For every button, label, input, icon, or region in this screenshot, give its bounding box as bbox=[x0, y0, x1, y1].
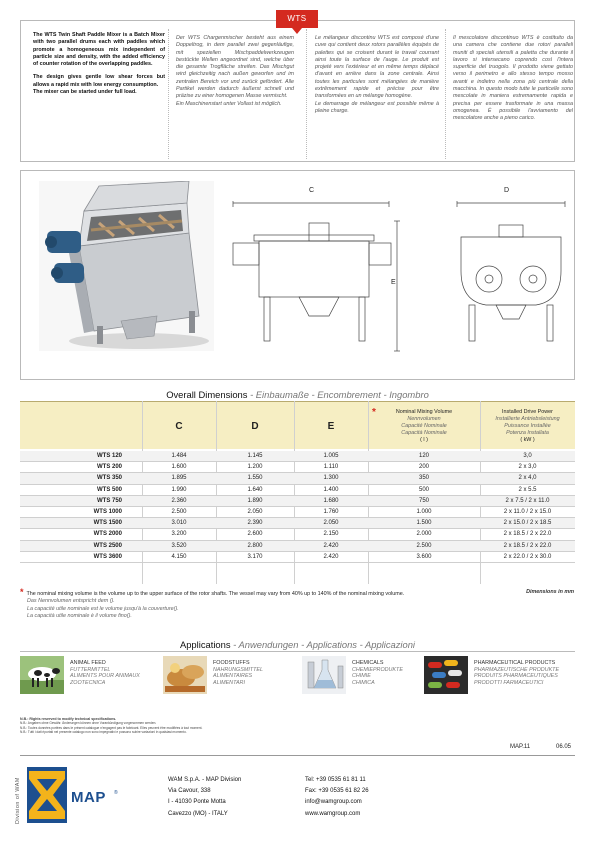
company-name: WAM S.p.A. - MAP Division bbox=[168, 777, 242, 783]
table-row bbox=[20, 473, 575, 484]
volume-footnote bbox=[20, 589, 520, 620]
city-address: I - 41030 Ponte Motta bbox=[168, 799, 226, 806]
d-cell: 2.800 bbox=[247, 542, 263, 549]
e-cell: 2.150 bbox=[323, 531, 339, 538]
street-address: Via Cavour, 338 bbox=[168, 788, 211, 795]
intro-french bbox=[315, 35, 439, 115]
applications-title-main: Applications bbox=[179, 639, 231, 650]
c-cell: 4.150 bbox=[171, 553, 187, 560]
e-cell: 2.420 bbox=[323, 553, 339, 560]
header-e: E bbox=[327, 420, 335, 432]
application-chemicals bbox=[302, 656, 422, 696]
header-drive-power bbox=[480, 409, 575, 444]
d-cell: 2.050 bbox=[247, 508, 263, 515]
intro-it-text: Il mescolatore discontinuo WTS è costituito da una camera che contiene due rotori paralleli muniti di speciali utensili a paletta che durante il lavoro si intersecano coprendo così l'intera superficie del truogolo. Il prodotto viene gettato verso il perimetro e allo stesso tempo mosso avanti e indietro nella zona più centrale della macchina. In questo modo tutte le particelle sono mescolate in maniera estremamente rapida e precisa per essere trasformate in una massa omogenea. È possibile l'avviamento del mescolatore anche a pieno carico. bbox=[453, 35, 573, 122]
power-cell: 2 x 15.0 / 2 x 18.5 bbox=[503, 520, 552, 527]
header-power-unit: ( kW ) bbox=[520, 436, 535, 443]
d-cell: 2.390 bbox=[247, 520, 263, 527]
volume-cell: 750 bbox=[418, 497, 429, 504]
front-elevation-drawing bbox=[229, 201, 405, 366]
application-text bbox=[70, 660, 140, 686]
header-volume-it: Capacità Nominale bbox=[401, 429, 447, 436]
application-pharmaceutical bbox=[424, 656, 575, 696]
header-volume-fr: Capacité Nominale bbox=[401, 422, 447, 429]
table-row bbox=[20, 518, 575, 529]
application-label-it: ZOOTECNICA bbox=[70, 679, 106, 686]
d-cell: 3.170 bbox=[247, 553, 263, 560]
divider bbox=[445, 29, 446, 159]
application-label-de: FUTTERMITTEL bbox=[70, 666, 111, 673]
table-header bbox=[20, 401, 575, 449]
dimension-e-label: E bbox=[391, 279, 396, 286]
header-d: D bbox=[251, 420, 259, 432]
e-cell: 1.680 bbox=[323, 497, 339, 504]
c-cell: 2.500 bbox=[171, 508, 187, 515]
legal-line: N.B.: Angaben ohne Gewähr. Änderungen können ohne Vorankündigung vorgenommen werden. bbox=[20, 721, 157, 726]
dimension-d-label: D bbox=[504, 187, 510, 194]
volume-cell: 2.000 bbox=[416, 531, 432, 538]
d-cell: 1.145 bbox=[247, 453, 263, 459]
volume-cell: 2.500 bbox=[416, 542, 432, 549]
e-cell: 2.050 bbox=[323, 520, 339, 527]
application-label: CHEMICALS bbox=[352, 660, 384, 666]
divider bbox=[306, 29, 307, 159]
c-cell: 2.360 bbox=[171, 497, 187, 504]
address-block bbox=[168, 775, 241, 820]
power-cell: 2 x 18.5 / 2 x 22.0 bbox=[503, 542, 552, 549]
footnote-it: La capacità utile nominale è il volume fino(). bbox=[27, 612, 132, 619]
footnote-de: Das Nennvolumen entspricht dem (). bbox=[27, 598, 115, 605]
header-nominal-volume bbox=[368, 409, 480, 444]
application-foodstuffs bbox=[163, 656, 298, 696]
dimensions-title bbox=[0, 389, 595, 400]
d-cell: 1.200 bbox=[247, 464, 263, 471]
d-cell: 2.600 bbox=[247, 531, 263, 538]
registered-icon: ® bbox=[114, 790, 118, 796]
model-cell: WTS 2000 bbox=[93, 531, 122, 538]
table-row bbox=[20, 496, 575, 507]
application-text bbox=[213, 660, 263, 686]
c-cell: 3.200 bbox=[171, 531, 187, 538]
footnote-en: The nominal mixing volume is the volume up to the upper surface of the rotor shafts. The vessel may vary from 40% up to 140% of the nominal mixing volume. bbox=[26, 591, 405, 597]
legal-line: N.B.: Toutes données portées dans le présent catalogue n'engagent pas le fabricant. Elles peuvent être modifiées à tout moment. bbox=[20, 725, 203, 730]
application-label-it: CHIMICA bbox=[352, 679, 375, 686]
intro-english bbox=[33, 32, 165, 102]
application-label: FOODSTUFFS bbox=[213, 660, 250, 666]
d-cell: 1.890 bbox=[247, 497, 263, 504]
c-cell: 3.520 bbox=[171, 542, 187, 549]
footnote-fr: La capacité utile nominale est le volume jusqu'à la couverture(). bbox=[27, 605, 179, 612]
e-cell: 1.005 bbox=[323, 453, 339, 459]
intro-de-text: Der WTS Chargenmischer besteht aus einem Doppeltrog, in dem parallel zwei gegenläufige, mit speziellen Mischpaddelwerkzeugen bestückte Wellen angeordnet sind, welche über die gesamte Trogfläche streifen. Das Mischgut wird gleichzeitig nach außen geworfen und im zentralen Bereich vor und zurück gefördert. Alle Partikel werden dadurch äußerst schnell und präzise zu einer homogenen Masse vermischt. Ein Maschinenstart unter Vollast ist möglich. bbox=[176, 35, 294, 107]
intro-italian bbox=[453, 35, 573, 123]
c-cell: 1.990 bbox=[171, 486, 187, 493]
table-row bbox=[20, 552, 575, 563]
table-row bbox=[20, 507, 575, 518]
map-logo bbox=[15, 763, 145, 823]
dimensions-title-main: Overall Dimensions bbox=[166, 389, 248, 400]
application-label-fr: CHIMIE bbox=[352, 673, 371, 679]
application-label-de: PHARMAZEUTISCHE PRODUKTE bbox=[474, 666, 560, 673]
model-cell: WTS 2500 bbox=[93, 542, 122, 549]
applications-title-alt: - Anwendungen - Applications - Applicazioni bbox=[230, 639, 416, 650]
application-animal-feed bbox=[20, 656, 160, 696]
intro-panel bbox=[20, 20, 575, 162]
application-label-fr: ALIMENTS POUR ANIMAUX bbox=[70, 673, 140, 679]
table-row bbox=[20, 451, 575, 462]
website-link[interactable]: www.wamgroup.com bbox=[305, 810, 361, 817]
mixer-photo bbox=[39, 181, 214, 351]
model-cell: WTS 1000 bbox=[93, 508, 122, 515]
asterisk-icon: * bbox=[20, 587, 24, 597]
application-label-fr: PRODUITS PHARMACEUTIQUES bbox=[474, 673, 558, 679]
c-cell: 1.484 bbox=[171, 453, 187, 459]
c-cell: 1.895 bbox=[171, 475, 187, 482]
table-row bbox=[20, 462, 575, 473]
header-power-en: Installed Drive Power bbox=[502, 409, 553, 415]
cow-icon bbox=[20, 656, 64, 694]
power-cell: 2 x 22.0 / 2 x 30.0 bbox=[503, 553, 552, 560]
dimension-c-label: C bbox=[309, 187, 315, 194]
e-cell: 1.400 bbox=[323, 486, 339, 493]
divider bbox=[168, 29, 169, 159]
e-cell: 1.110 bbox=[323, 464, 339, 471]
application-label-de: NAHRUNGSMITTEL bbox=[213, 666, 264, 673]
document-date: 06.05 bbox=[556, 744, 572, 750]
document-code: MAP.11 bbox=[510, 744, 531, 750]
model-cell: WTS 1500 bbox=[93, 520, 122, 527]
header-power-fr: Puissance Installée bbox=[504, 422, 551, 429]
volume-cell: 500 bbox=[418, 486, 429, 493]
volume-cell: 120 bbox=[418, 453, 429, 459]
header-power-it: Potenza Installata bbox=[506, 429, 549, 436]
e-cell: 2.420 bbox=[323, 542, 339, 549]
power-cell: 2 x 5.5 bbox=[518, 486, 537, 493]
division-label: Division of WAM bbox=[15, 777, 21, 824]
legal-title: N.B.: Rights reserved to modify technical specifications. bbox=[20, 717, 117, 721]
model-cell: WTS 350 bbox=[96, 475, 122, 482]
applications-rule bbox=[20, 651, 575, 652]
d-cell: 1.550 bbox=[247, 475, 263, 482]
intro-en-paragraph: The mixer can be started under full load. bbox=[33, 89, 137, 96]
header-volume-en: Nominal Mixing Volume bbox=[395, 409, 453, 415]
legal-notice bbox=[20, 717, 320, 735]
volume-cell: 3.600 bbox=[416, 553, 432, 560]
power-cell: 2 x 3,0 bbox=[518, 464, 537, 471]
e-cell: 1.300 bbox=[323, 475, 339, 482]
table-row bbox=[20, 485, 575, 496]
intro-en-paragraph: The design gives gentle low shear forces but allows a rapid mix with low energy consumption. bbox=[33, 74, 165, 88]
flask-icon bbox=[302, 656, 346, 694]
intro-en-paragraph: The WTS Twin Shaft Paddle Mixer is a Batch Mixer with two parallel drums each with paddles which promote a homogeneous mix independent of particle size and density, with the added efficiency of counter rotation of the overlapping paddles. bbox=[33, 32, 165, 68]
figure-panel bbox=[20, 170, 575, 380]
phone-number: Tel: +39 0535 61 81 11 bbox=[305, 777, 366, 783]
product-tab: WTS bbox=[276, 10, 318, 28]
model-cell: WTS 120 bbox=[96, 453, 122, 459]
volume-cell: 350 bbox=[418, 475, 429, 482]
brand-name: MAP bbox=[71, 789, 106, 806]
map-logo-mark bbox=[27, 767, 67, 823]
table-row bbox=[20, 529, 575, 540]
region-address: Cavezzo (MO) - ITALY bbox=[168, 810, 228, 817]
power-cell: 2 x 11.0 / 2 x 15.0 bbox=[503, 508, 552, 515]
units-note: Dimensions in mm bbox=[526, 589, 574, 595]
application-text bbox=[474, 660, 559, 686]
intro-german bbox=[176, 35, 294, 108]
model-cell: WTS 3600 bbox=[93, 553, 122, 560]
email-link[interactable]: info@wamgroup.com bbox=[305, 799, 362, 806]
fax-number: Fax: +39 0535 61 82 26 bbox=[305, 788, 369, 795]
header-volume-unit: ( l ) bbox=[420, 436, 428, 443]
table-row bbox=[20, 541, 575, 552]
application-label-it: ALIMENTARI bbox=[213, 679, 245, 686]
dimensions-table-body bbox=[20, 451, 575, 563]
application-label: PHARMACEUTICAL PRODUCTS bbox=[474, 660, 556, 666]
d-cell: 1.640 bbox=[247, 486, 263, 493]
footer-rule bbox=[20, 755, 575, 756]
power-cell: 2 x 4,0 bbox=[518, 475, 537, 482]
asterisk-icon: * bbox=[372, 407, 376, 418]
volume-cell: 1.000 bbox=[416, 508, 432, 515]
power-cell: 2 x 7.5 / 2 x 11.0 bbox=[505, 497, 550, 504]
bread-icon bbox=[163, 656, 207, 694]
application-label: ANIMAL FEED bbox=[70, 660, 106, 666]
dimensions-title-alt: - Einbaumaße - Encombrement - Ingombro bbox=[247, 389, 429, 400]
c-cell: 3.010 bbox=[171, 520, 187, 527]
side-view-drawing bbox=[451, 201, 569, 366]
pills-icon bbox=[424, 656, 468, 694]
header-power-de: Installierte Antriebsleistung bbox=[495, 415, 560, 422]
header-volume-de: Nennvolumen bbox=[407, 415, 441, 422]
application-text bbox=[352, 660, 403, 686]
intro-fr-text: Le mélangeur discontinu WTS est composé d'une cuve qui contient deux rotors parallèles équipés de palettes qui se croisent durant le travail courrant ainsi toute la surface de l'auge. Le produit est projeté vers l'extérieur et en même temps déplacé d'avant en arrière dans la zone centrale. Ainsi toutes les particules sont mélangées de manière extrêmement rapide et précise pour être transformées en un mélange homogène. Le demarrage de mélangeur est possible même à pleine charge. bbox=[315, 35, 439, 114]
volume-cell: 200 bbox=[418, 464, 429, 471]
model-cell: WTS 750 bbox=[96, 497, 122, 504]
applications-title bbox=[0, 639, 595, 650]
c-cell: 1.600 bbox=[171, 464, 187, 471]
contact-block bbox=[305, 775, 369, 820]
header-c: C bbox=[175, 420, 183, 432]
power-cell: 3,0 bbox=[523, 453, 532, 459]
application-label-de: CHEMIEPRODUKTE bbox=[352, 666, 403, 673]
application-label-fr: ALIMENTAIRES bbox=[213, 673, 253, 679]
model-cell: WTS 200 bbox=[96, 464, 122, 471]
power-cell: 2 x 18.5 / 2 x 22.0 bbox=[503, 531, 552, 538]
volume-cell: 1.500 bbox=[416, 520, 432, 527]
legal-line: N.B.: Tutti i dati riportati nel presente catalogo non sono impegnativi e possono subire variazioni in qualsiasi momento. bbox=[20, 730, 187, 735]
model-cell: WTS 500 bbox=[96, 486, 122, 493]
e-cell: 1.760 bbox=[323, 508, 339, 515]
application-label-it: PRODOTTI FARMACEUTICI bbox=[474, 679, 544, 686]
